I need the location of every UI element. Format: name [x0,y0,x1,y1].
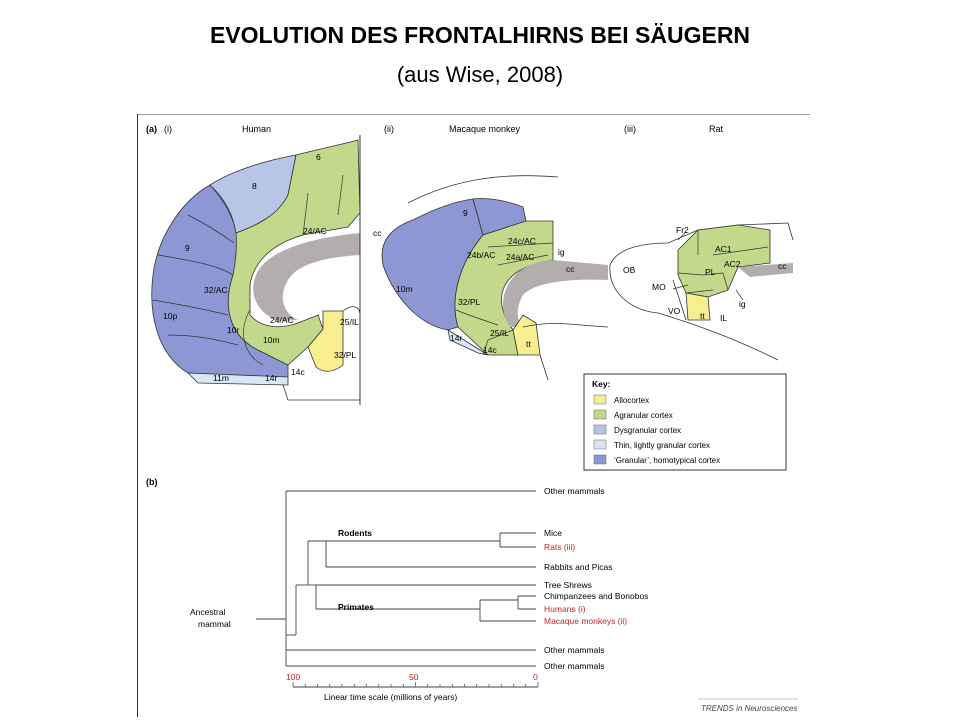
key-swatch [594,395,606,404]
macaque-area-label: 9 [463,208,468,218]
macaque-area-label: 24c/AC [508,236,536,246]
rodents-clade-label: Rodents [338,528,372,538]
leaf-label: Other mammals [544,645,605,655]
key-swatch [594,455,606,464]
human-area-label: 10m [263,335,280,345]
key-item-label: Thin, lightly granular cortex [614,441,711,450]
human-area-label: 32/AC [204,285,228,295]
leaf-label: Rats (iii) [544,542,576,552]
human-area-label: 10p [163,311,178,321]
rat-area-label: PL [705,267,716,277]
root-label-line1: Ancestral [190,607,226,617]
human-brain-diagram [152,135,360,405]
macaque-brain-diagram [373,176,608,380]
panel-b-label: (b) [146,477,158,487]
macaque-area-label: 10m [396,284,413,294]
rat-brain-diagram [610,223,793,360]
key-item-label: ‘Granular’, homotypical cortex [614,456,721,465]
human-numeral: (i) [164,124,172,134]
macaque-area-label: 24b/AC [467,250,496,260]
panel-a-label: (a) [146,124,157,134]
journal-credit: TRENDS in Neurosciences [701,704,798,713]
human-title: Human [242,124,272,134]
rat-area-label: ig [739,299,746,309]
scale-tick-label: 100 [286,672,301,682]
figure-panel [137,114,810,717]
human-area-label: 24/AC [270,315,294,325]
human-area-label: 9 [185,243,190,253]
rat-area-label: MO [652,282,666,292]
leaf-label: Chimpanzees and Bonobos [544,591,649,601]
leaf-label: Other mammals [544,661,605,671]
rat-area-label: AC2 [724,259,741,269]
macaque-area-label: 32/PL [458,297,481,307]
leaf-labels [544,486,648,671]
scale-axis-label: Linear time scale (millions of years) [324,692,458,702]
figure-svg [138,115,810,717]
leaf-label: Tree Shrews [544,580,592,590]
leaf-label: Other mammals [544,486,605,496]
human-area-label: 25/IL [340,317,359,327]
macaque-area-label: 14r [450,333,463,343]
human-area-label: 32/PL [334,350,357,360]
root-label-line2: mammal [198,619,231,629]
macaque-area-label: 14c [483,345,497,355]
macaque-numeral: (ii) [384,124,394,134]
scale-tick-label: 50 [409,672,419,682]
human-area-label: 14r [265,373,278,383]
rat-area-label: cc [778,261,787,271]
macaque-area-label: cc [566,264,575,274]
leaf-label: Mice [544,528,562,538]
macaque-area-label: ig [558,247,565,257]
rat-area-label: OB [623,265,636,275]
rat-area-label: tt [700,311,705,321]
key-item-label: Dysgranular cortex [614,426,682,435]
human-area-label: 11m [213,373,229,383]
macaque-area-label: cc [373,228,382,238]
leaf-label: Humans (i) [544,604,586,614]
slide-title: EVOLUTION DES FRONTALHIRNS BEI SÄUGERN [209,22,751,48]
macaque-area-label: tt [526,339,531,349]
rat-area-label: AC1 [715,244,732,254]
rat-area-label: IL [720,313,728,323]
color-key-legend [584,374,786,470]
rat-allocortex-region [686,293,710,320]
rat-numeral: (iii) [624,124,636,134]
human-area-label: 24/AC [303,226,327,236]
leaf-label: Macaque monkeys (ii) [544,616,628,626]
primates-clade-label: Primates [338,602,374,612]
time-scale-bar [286,672,538,702]
macaque-area-label: 24a/AC [506,252,535,262]
key-swatch [594,440,606,449]
human-area-label: 10r [227,325,240,335]
macaque-title: Macaque monkey [449,124,521,134]
rat-area-label: VO [668,306,681,316]
rat-title: Rat [709,124,724,134]
key-swatch [594,425,606,434]
macaque-area-label: 25/IL [490,328,509,338]
key-item-label: Agranular cortex [614,411,673,420]
key-title: Key: [592,379,611,389]
leaf-label: Rabbits and Picas [544,562,613,572]
key-swatch [594,410,606,419]
phylogenetic-tree [256,491,536,666]
scale-tick-label: 0 [533,672,538,682]
key-item-label: Allocortex [614,396,650,405]
human-area-label: 14c [291,367,305,377]
human-area-label: 8 [252,181,257,191]
rat-area-label: Fr2 [676,225,689,235]
human-area-label: 6 [316,152,321,162]
slide-subtitle: (aus Wise, 2008) [396,62,564,87]
